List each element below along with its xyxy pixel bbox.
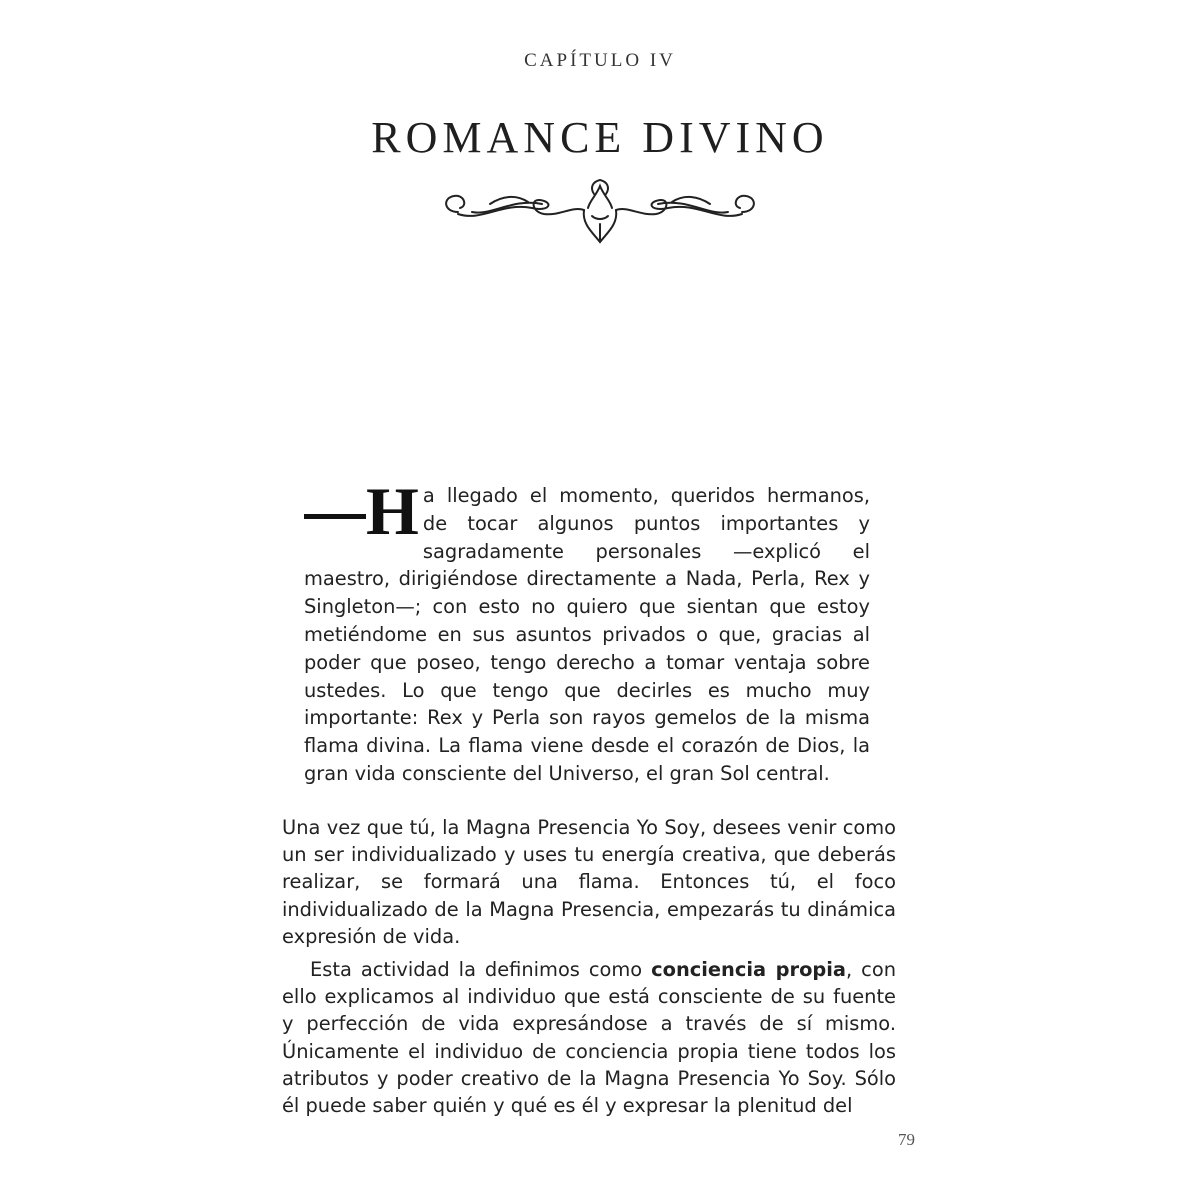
drop-cap-letter: H: [366, 473, 419, 549]
opening-paragraph-text: a llegado el momento, queridos hermanos, de tocar algunos puntos importantes y sagradamente personales —explicó el maestro, dirigiéndose directamente a Nada, Perla, Rex y Singleton—; con esto no quiero que sientan que estoy metiéndome en sus asuntos privados o que, gracias al poder que poseo, tengo derecho a tomar ventaja sobre ustedes. Lo que tengo que decirles es mucho muy importante: Rex y Perla son rayos gemelos de la misma flama divina. La flama viene desde el corazón de Dios, la gran vida consciente del Universo, el gran Sol central.: [304, 484, 870, 785]
body-paragraph-1: Una vez que tú, la Magna Presencia Yo Soy, desees venir como un ser individualizado y uses tu energía creativa, que deberás realizar, se formará una flama. Entonces tú, el foco individualizado de la Magna Presencia, empezarás tu dinámica expresión de vida.: [282, 816, 896, 948]
opening-paragraph: [304, 473, 870, 788]
page-number: 79: [898, 1130, 915, 1149]
chapter-title: ROMANCE DIVINO: [371, 113, 829, 162]
body-paragraph-2-end: , con ello explicamos al individuo que está consciente de su fuente y perfección de vida expresándose a través de sí mismo. Únicamente el individuo de conciencia propia tiene todos los atributos y poder creativo de la Magna Presencia Yo Soy. Sólo él puede saber quién y qué es él y expresar la plenitud del: [282, 958, 896, 1118]
scroll-ornament-icon: [432, 172, 768, 252]
body-paragraph-2: [282, 956, 896, 1119]
drop-cap: [304, 473, 419, 549]
body-text: [282, 814, 896, 1119]
bold-term: conciencia propia: [651, 958, 847, 982]
body-paragraph-2-start: Esta actividad la definimos como: [310, 958, 652, 982]
chapter-label: CAPÍTULO IV: [524, 50, 676, 71]
drop-cap-dash: [304, 514, 366, 519]
